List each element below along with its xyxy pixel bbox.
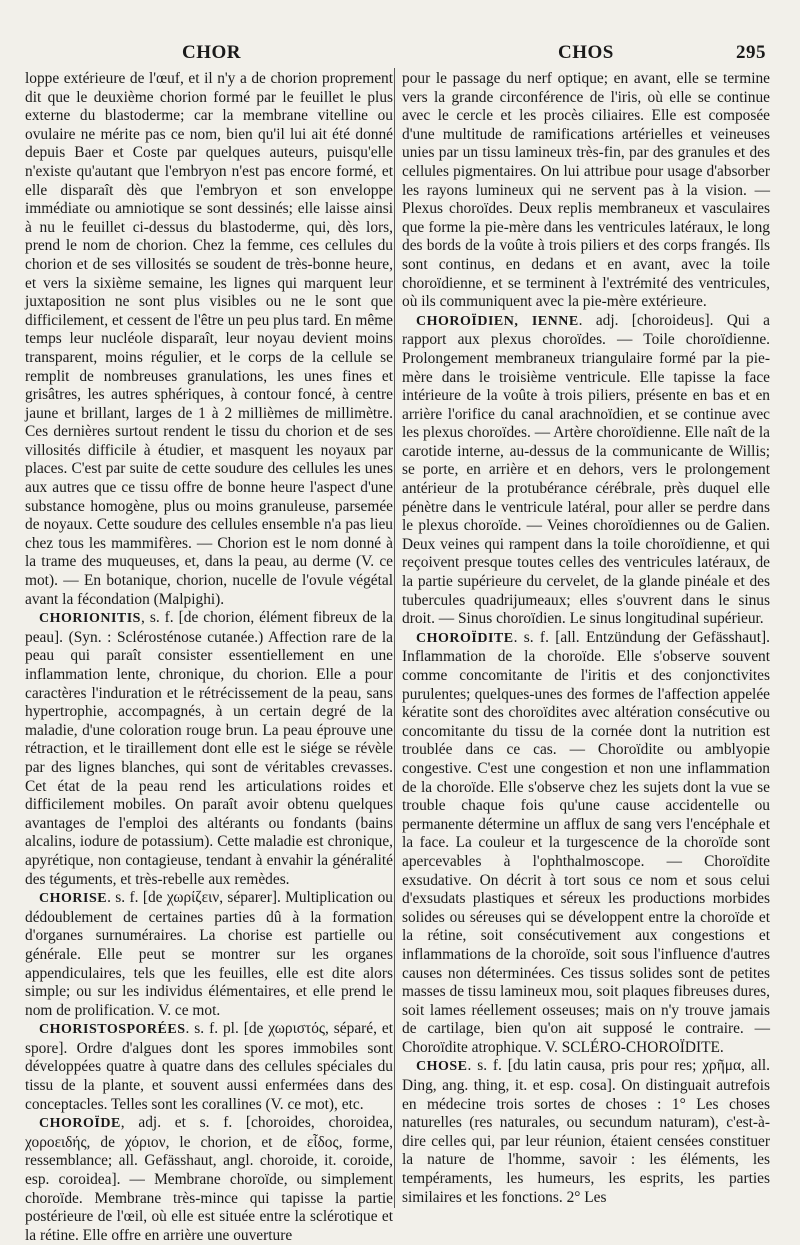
entry-headword: CHOROÏDE — [39, 1116, 121, 1132]
entry-choroidite: CHOROÏDITE. s. f. [all. Entzündung der Gefässhaut]. Inflammation de la choroïde. Elle s'observe souvent comme concomitante de l'iritis et des conjonctivites purulentes; quelques-unes des formes de l'affection appelée kératite sont des choroïdites avec altération consécutive ou concomitante du tissu de la cornée dont la nutrition est troublée dans ce cas. — Choroïdite ou amblyopie congestive. C'est une congestion et non une inflammation de la choroïde. Elle s'observe chez les sujets dont la vue se trouble chaque fois qu'une cause accidentelle ou permanente détermine un afflux de sang vers l'encéphale et la face. La couleur et la turgescence de la choroïde sont apercevables à l'ophthalmoscope. — Choroïdite exsudative. On décrit à tort sous ce nom et sous celui d'exsudats plastiques et séreux les productions morbides solides ou séreuses qui se développent entre la choroïde et la rétine, soit consécutivement aux congestions et inflammations de la choroïde, soit sous l'influence d'autres causes non déterminées. Ces tissus solides sont de petites masses de tissu lamineux mou, soit plaques fibreuses dures, soit lames réellement osseuses; mais on n'y trouve jamais de cartilage, bien qu'on ait supposé le contraire. — Choroïdite atrophique. V. SCLÉRO-CHOROÏDITE. — [402, 628, 770, 1056]
entry-headword: CHOSE — [416, 1059, 468, 1075]
entry-chorise: CHORISE. s. f. [de χωρίζειν, séparer]. Multiplication ou dédoublement de certaines parties dû à la formation d'organes surnuméraires. La chorise est partielle ou générale. Elle peut se montrer sur les organes appendiculaires, tels que les feuilles, elle est dite alors simple; ou sur les individus élémentaires, et elle prend le nom de prolification. V. ce mot. — [25, 889, 393, 1019]
column-divider — [394, 68, 395, 1208]
left-column — [25, 70, 393, 1245]
entry-choroide: CHOROÏDE, adj. et s. f. [choroides, choroidea, χοροειδής, de χόριον, le chorion, et de εἶδος, forme, ressemblance; all. Gefässhaut, angl. choroide, it. coroide, esp. coroidea]. — Membrane choroïde, ou simplement choroïde. Membrane très-mince qui tapisse la partie postérieure de l'œil, où elle est située entre la sclérotique et la rétine. Elle offre en arrière une ouverture — [25, 1114, 393, 1244]
entry-headword: CHORISE — [39, 891, 108, 907]
entry-headword: CHOROÏDIEN, IENNE — [416, 313, 579, 329]
page-number: 295 — [736, 42, 766, 63]
running-head-right: CHOS — [558, 42, 614, 63]
running-head-left: CHOR — [182, 42, 241, 63]
entry-headword: CHORIONITIS — [39, 611, 141, 627]
entry-headword: CHORISTOSPORÉES — [39, 1022, 186, 1038]
entry-choroidien: CHOROÏDIEN, IENNE. adj. [choroideus]. Qui a rapport aux plexus choroïdes. — Toile choroïdienne. Prolongement membraneux triangulaire formé par la pie-mère dans le troisième ventricule. Elle tapisse la face intérieure de la voûte à trois piliers, présente en bas et en arrière l'orifice du canal arachnoïdien, et se continue avec les plexus choroïdes. — Artère choroïdienne. Elle naît de la carotide interne, au-dessus de la communicante de Willis; se porte, en arrière et en dehors, vers le prolongement antérieur de la protubérance cérébrale, près duquel elle pénètre dans le ventricule latéral, pour aller se perdre dans le plexus choroïde. — Veines choroïdiennes ou de Galien. Deux veines qui rampent dans la toile choroïdienne, et qui reçoivent presque toutes celles des ventricules latéraux, de la partie supérieure du cervelet, de la glande pinéale et des tubercules quadrijumeaux; elles s'ouvrent dans le sinus droit. — Sinus choroïdien. Le sinus longitudinal supérieur. — [402, 311, 770, 628]
entry-choristosporees: CHORISTOSPORÉES. s. f. pl. [de χωριστός, séparé, et spore]. Ordre d'algues dont les spores immobiles sont développées quatre à quatre dans des cellules spéciales du tissu de la plante, et souvent aussi enfermées dans des conceptacles. Telles sont les corallines (V. ce mot), etc. — [25, 1020, 393, 1113]
entry-chose: CHOSE. s. f. [du latin causa, pris pour res; χρῆμα, all. Ding, ang. thing, it. et esp. cosa]. On distinguait autrefois en médecine trois sortes de choses : 1° Les choses naturelles (res naturales, ou secundum naturam), c'est-à-dire celles qui, par leur réunion, étaient censées constituer la nature de l'homme, savoir : les éléments, les tempéraments, les humeurs, les esprits, les parties similaires et les fonctions. 2° Les — [402, 1057, 770, 1206]
entry-chorionitis: CHORIONITIS, s. f. [de chorion, élément fibreux de la peau]. (Syn. : Sclérosténose cutanée.) Affection rare de la peau qui paraît consister essentiellement en une inflammation lente, chronique, du chorion. Elle a pour caractères l'induration et le rétrécissement de la peau, sans hypertrophie, accompagnés, à un certain degré de la maladie, d'une coloration rouge brun. La peau éprouve une rétraction, et le tiraillement dont elle est le siége se révèle par des lignes blanches, qui sont de véritables crevasses. Cet état de la peau rend les articulations roides et difficilement mobiles. On paraît avoir obtenu quelques avantages de l'emploi des altérants ou fondants (bains alcalins, iodure de potassium). Cette maladie est chronique, apyrétique, non contagieuse, tendant à envahir la généralité des téguments, et très-rebelle aux remèdes. — [25, 609, 393, 888]
entry-headword: CHOROÏDITE — [416, 630, 514, 646]
entry-continuation: pour le passage du nerf optique; en avant, elle se termine vers la grande circonférence de l'iris, où elle se continue avec le cercle et les procès ciliaires. Elle est composée d'une multitude de ramifications artérielles et veineuses unies par un tissu lamineux très-fin, par des granules et des cellules pigmentaires. On lui attribue pour usage d'absorber les rayons lumineux qui ne servent pas à la vision. — Plexus choroïdes. Deux replis membraneux et vasculaires que forme la pie-mère dans les ventricules latéraux, le long des bords de la voûte à trois piliers et des corps frangés. Ils sont continus, en dedans et en avant, avec la toile choroïdienne, et se terminent à l'extrémité des ventricules, où ils communiquent avec la pie-mère extérieure. — [402, 70, 770, 311]
entry-continuation: loppe extérieure de l'œuf, et il n'y a de chorion proprement dit que le deuxième chorion formé par le feuillet le plus externe du blastoderme; car la membrane vitelline ou ovulaire ne mérite pas ce nom, bien qu'il lui ait été donné depuis Baer et Coste par quelques auteurs, puisqu'elle n'existe qu'autant que l'embryon n'est pas encore formé, et elle disparaît dès que l'embryon et son enveloppe immédiate ou amniotique se sont dessinés; elle laisse ainsi à nu le feuillet ci-dessus du blastoderme, qui, dès lors, prend le nom de chorion. Chez la femme, ces cellules du chorion et de ses villosités se soudent de très-bonne heure, et vers la sixième semaine, les lignes qui marquent leur juxtaposition ne sont plus visibles ou ne le sont que difficilement, et cessent de l'être un peu plus tard. En même temps leur nucléole disparaît, leur noyau devient moins transparent, moins régulier, et le corps de la cellule se remplit de nombreuses granulations, les unes fines et grisâtres, les autres sphériques, à contour foncé, à centre jaune et brillant, larges de 1 à 2 millièmes de millimètre. Ces dernières surtout rendent le tissu du chorion et de ses villosités difficile à étudier, et masquent les noyaux par places. C'est par suite de cette soudure des cellules les unes aux autres que ce tissu offre de bonne heure l'aspect d'une substance homogène, plus ou moins granuleuse, parsemée de noyaux. Cette soudure des cellules ensemble n'a pas lieu chez tous les mammifères. — Chorion est le nom donné à la trame des muqueuses, et, dans la peau, au derme (V. ce mot). — En botanique, chorion, nucelle de l'ovule végétal avant la fécondation (Malpighi). — [25, 70, 393, 608]
right-column — [402, 70, 770, 1207]
